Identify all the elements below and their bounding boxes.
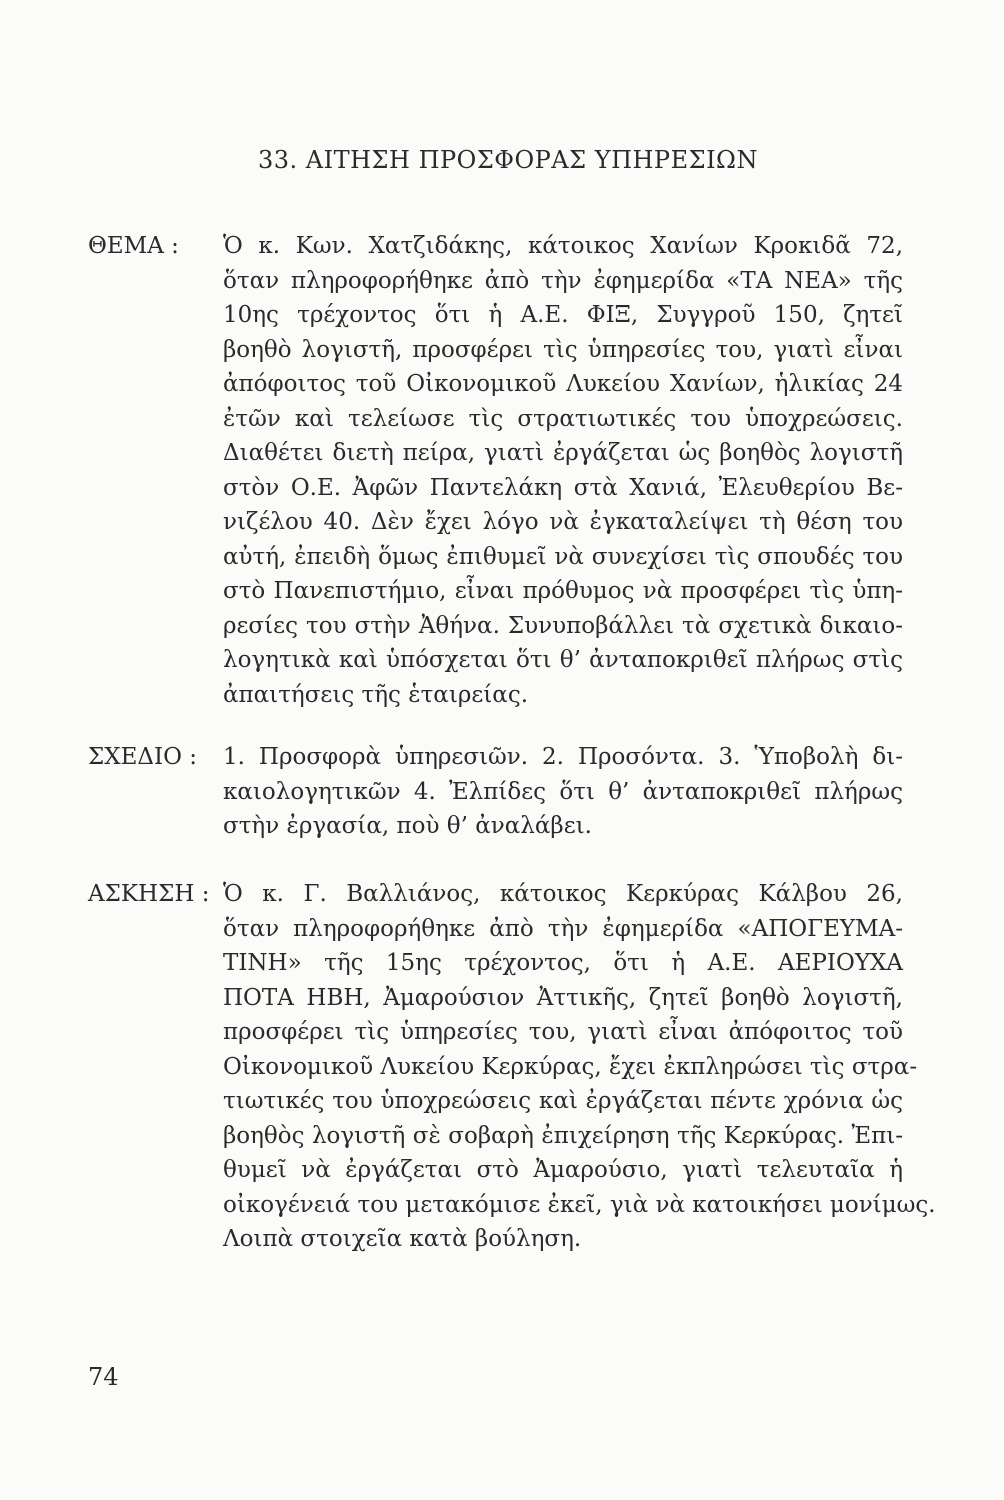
askisi-line: Ὁ κ. Γ. Βαλλιάνος, κάτοικος Κερκύρας Κάλβου 26, xyxy=(223,881,903,907)
thema-line: αὐτή, ἐπειδὴ ὅμως ἐπιθυμεῖ νὰ συνεχίσει τὶς σπουδές του xyxy=(223,543,903,570)
askisi-line: ΠΟΤΑ ΗΒΗ, Ἀμαρούσιον Ἀττικῆς, ζητεῖ βοηθὸ λογιστῆ, xyxy=(223,984,903,1011)
thema-line: 10ης τρέχοντος ὅτι ἡ Α.Ε. ΦΙΞ, Συγγροῦ 150, ζητεῖ xyxy=(223,302,903,328)
thema-line: Διαθέτει διετὴ πείρα, γιατὶ ἐργάζεται ὡς βοηθὸς λογιστῆ xyxy=(223,440,903,466)
askisi-line: ὅταν πληροφορήθηκε ἀπὸ τὴν ἐφημερίδα «ΑΠΟΓΕΥΜΑ- xyxy=(223,915,903,942)
schedio-label: ΣΧΕΔΙΟ : xyxy=(88,744,198,770)
schedio-line: 1. Προσφορὰ ὑπηρεσιῶν. 2. Προσόντα. 3. Ὑποβολὴ δι- xyxy=(223,744,903,770)
askisi-line: ΤΙΝΗ» τῆς 15ης τρέχοντος, ὅτι ἡ Α.Ε. ΑΕΡΙΟΥΧΑ xyxy=(223,950,903,976)
askisi-line: προσφέρει τὶς ὑπηρεσίες του, γιατὶ εἶναι ἀπόφοιτος τοῦ xyxy=(223,1019,903,1045)
thema-line: ἀπαιτήσεις τῆς ἑταιρείας. xyxy=(223,681,529,708)
askisi-line: οἰκογένειά του μετακόμισε ἐκεῖ, γιὰ νὰ κατοικήσει μονίμως. xyxy=(223,1191,936,1218)
page-number: 74 xyxy=(88,1363,119,1391)
schedio-line: καιολογητικῶν 4. Ἐλπίδες ὅτι θ’ ἀνταποκριθεῖ πλήρως xyxy=(223,778,903,805)
thema-line: ἀπόφοιτος τοῦ Οἰκονομικοῦ Λυκείου Χανίων, ἡλικίας 24 xyxy=(223,371,903,397)
schedio-line: στὴν ἐργασία, ποὺ θ’ ἀναλάβει. xyxy=(223,813,592,839)
askisi-line: τιωτικές του ὑποχρεώσεις καὶ ἐργάζεται πέντε χρόνια ὡς xyxy=(223,1088,903,1114)
askisi-label: ΑΣΚΗΣΗ : xyxy=(88,881,210,907)
thema-line: ρεσίες του στὴν Ἀθήνα. Συνυποβάλλει τὰ σχετικὰ δικαιο- xyxy=(223,612,903,639)
thema-label: ΘΕΜΑ : xyxy=(88,233,179,259)
thema-line: Ὁ κ. Κων. Χατζιδάκης, κάτοικος Χανίων Κροκιδᾶ 72, xyxy=(223,233,903,259)
askisi-line: Λοιπὰ στοιχεῖα κατὰ βούληση. xyxy=(223,1226,582,1252)
thema-line: λογητικὰ καὶ ὑπόσχεται ὅτι θ’ ἀνταποκριθεῖ πλήρως στὶς xyxy=(223,647,903,673)
thema-line: νιζέλου 40. Δὲν ἔχει λόγο νὰ ἐγκαταλείψει τὴ θέση του xyxy=(223,509,903,535)
thema-line: ἐτῶν καὶ τελείωσε τὶς στρατιωτικές του ὑποχρεώσεις. xyxy=(223,405,903,432)
thema-line: στὸ Πανεπιστήμιο, εἶναι πρόθυμος νὰ προσφέρει τὶς ὑπη- xyxy=(223,578,903,604)
askisi-line: βοηθὸς λογιστῆ σὲ σοβαρὴ ἐπιχείρηση τῆς Κερκύρας. Ἐπι- xyxy=(223,1122,903,1149)
thema-line: στὸν Ο.Ε. Ἀφῶν Παντελάκη στὰ Χανιά, Ἐλευθερίου Βε- xyxy=(223,474,903,501)
chapter-title: 33. ΑΙΤΗΣΗ ΠΡΟΣΦΟΡΑΣ ΥΠΗΡΕΣΙΩΝ xyxy=(258,146,758,174)
thema-line: βοηθὸ λογιστῆ, προσφέρει τὶς ὑπηρεσίες του, γιατὶ εἶναι xyxy=(223,336,903,363)
askisi-line: Οἰκονομικοῦ Λυκείου Κερκύρας, ἔχει ἐκπληρώσει τὶς στρα- xyxy=(223,1053,918,1080)
thema-line: ὅταν πληροφορήθηκε ἀπὸ τὴν ἐφημερίδα «ΤΑ ΝΕΑ» τῆς xyxy=(223,267,903,294)
askisi-line: θυμεῖ νὰ ἐργάζεται στὸ Ἀμαρούσιο, γιατὶ τελευταῖα ἡ xyxy=(223,1157,903,1183)
